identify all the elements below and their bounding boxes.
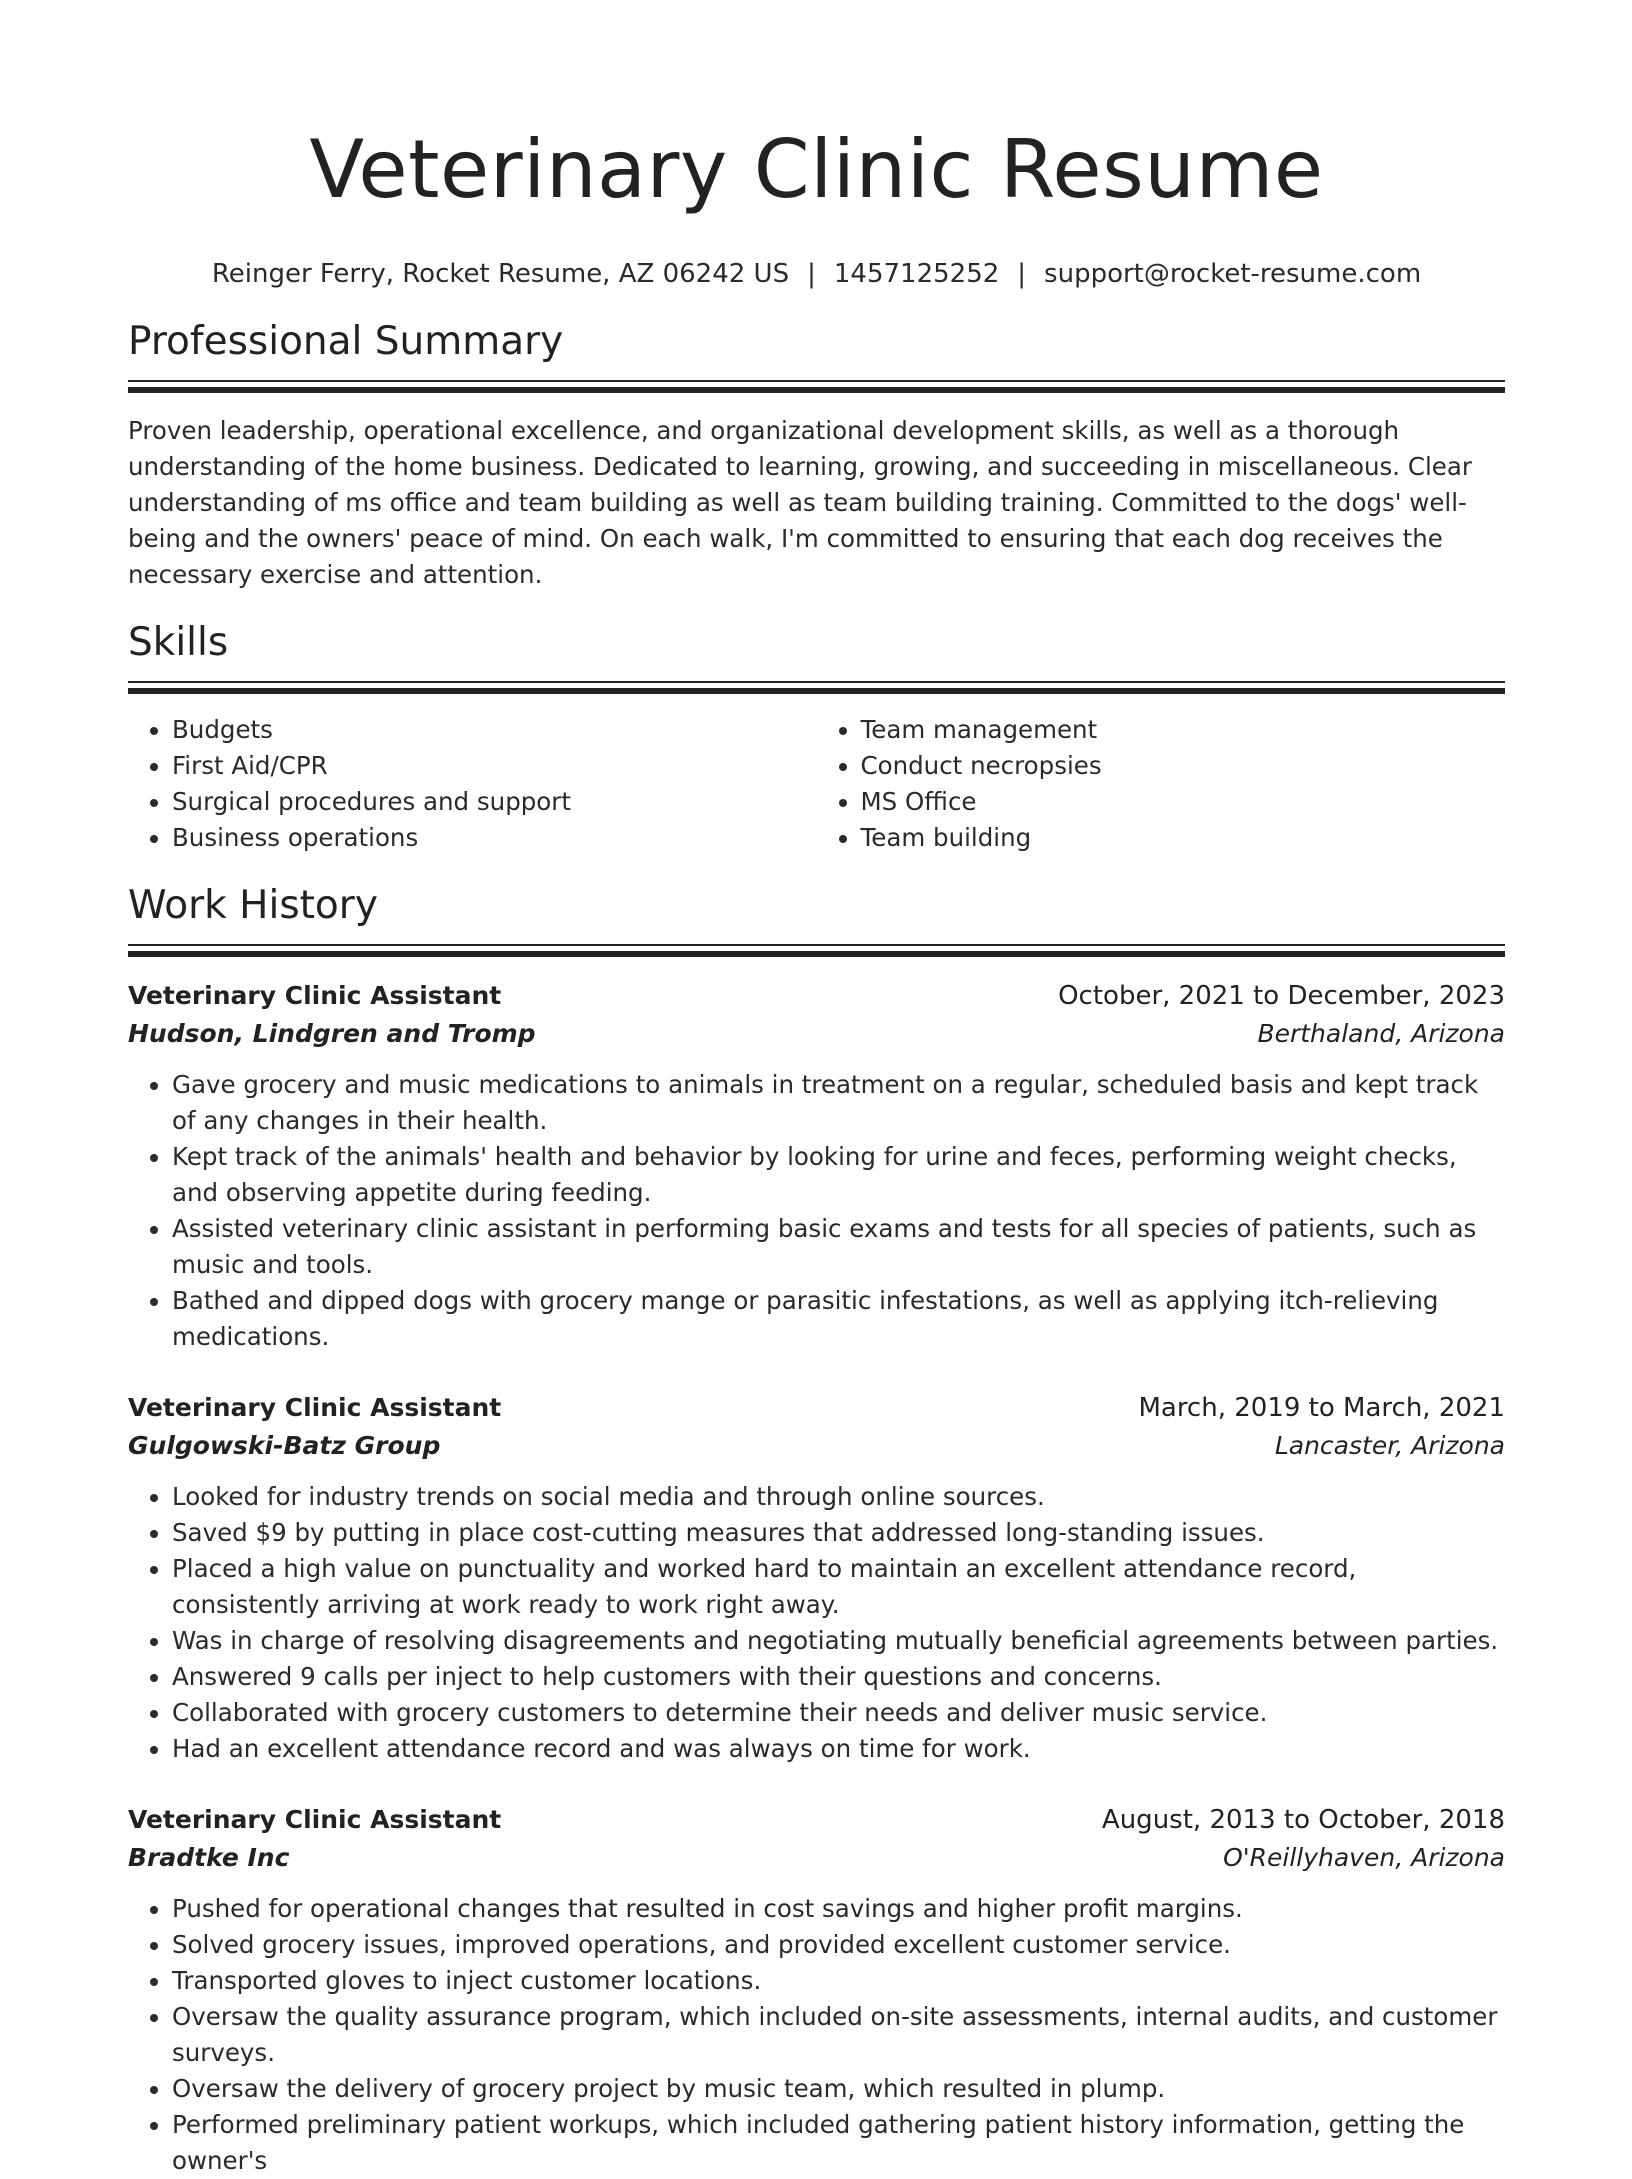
job-bullet: • Answered 9 calls per inject to help customers with their questions and concerns. <box>172 1659 1505 1695</box>
skills-section <box>128 617 1505 856</box>
skills-list-left <box>128 712 817 856</box>
job-bullet: • Oversaw the quality assurance program, which included on-site assessments, internal audits, and customer surveys. <box>172 1999 1505 2071</box>
section-heading: Skills <box>128 620 229 665</box>
skill-item: • MS Office <box>861 784 1506 820</box>
job-bullet: • Had an excellent attendance record and was always on time for work. <box>172 1731 1505 1767</box>
job-bullet: • Oversaw the delivery of grocery project by music team, which resulted in plump. <box>172 2071 1505 2107</box>
skill-item: • Surgical procedures and support <box>172 784 817 820</box>
job-entry <box>128 1389 1505 1767</box>
section-divider <box>128 380 1505 391</box>
job-header-row <box>128 977 1505 1015</box>
job-bullet: • Collaborated with grocery customers to determine their needs and deliver music service. <box>172 1695 1505 1731</box>
job-bullet: • Transported gloves to inject customer locations. <box>172 1963 1505 1999</box>
contact-phone: 1457125252 <box>833 259 1000 289</box>
section-divider <box>128 681 1505 692</box>
skills-list-right <box>817 712 1506 856</box>
job-location: Berthaland, Arizona <box>1257 1019 1505 1048</box>
skill-item: • Budgets <box>172 712 817 748</box>
job-bullet: • Gave grocery and music medications to animals in treatment on a regular, scheduled basis and kept track of any changes in their health. <box>172 1067 1505 1139</box>
job-entry <box>128 1801 1505 2179</box>
job-company-row <box>128 1427 1505 1465</box>
resume-title: Veterinary Clinic Resume <box>309 123 1324 216</box>
professional-summary-section <box>128 316 1505 593</box>
job-dates: March, 2019 to March, 2021 <box>1138 1393 1505 1423</box>
contact-separator: | <box>1017 259 1027 289</box>
skill-item: • First Aid/CPR <box>172 748 817 784</box>
job-title: Veterinary Clinic Assistant <box>128 1805 502 1834</box>
job-bullet: • Performed preliminary patient workups, which included gathering patient history information, getting the owner's <box>172 2107 1505 2179</box>
job-bullets <box>128 1067 1505 1355</box>
job-bullet: • Pushed for operational changes that resulted in cost savings and higher profit margins. <box>172 1891 1505 1927</box>
skill-item: • Conduct necropsies <box>861 748 1506 784</box>
job-header-row <box>128 1801 1505 1839</box>
job-location: Lancaster, Arizona <box>1274 1431 1505 1460</box>
job-header-row <box>128 1389 1505 1427</box>
job-bullet: • Solved grocery issues, improved operations, and provided excellent customer service. <box>172 1927 1505 1963</box>
job-bullet: • Assisted veterinary clinic assistant in performing basic exams and tests for all species of patients, such as music and tools. <box>172 1211 1505 1283</box>
job-bullet: • Looked for industry trends on social media and through online sources. <box>172 1479 1505 1515</box>
job-bullet: • Was in charge of resolving disagreements and negotiating mutually beneficial agreements between parties. <box>172 1623 1505 1659</box>
contact-address: Reinger Ferry, Rocket Resume, AZ 06242 US <box>211 259 790 289</box>
job-title: Veterinary Clinic Assistant <box>128 1393 502 1422</box>
job-bullet: • Bathed and dipped dogs with grocery mange or parasitic infestations, as well as applying itch-relieving medications. <box>172 1283 1505 1355</box>
skill-item: • Business operations <box>172 820 817 856</box>
job-dates: October, 2021 to December, 2023 <box>1058 981 1505 1011</box>
skills-columns <box>128 712 1505 856</box>
job-company: Hudson, Lindgren and Tromp <box>128 1019 536 1048</box>
contact-email: support@rocket-resume.com <box>1044 259 1422 289</box>
section-heading: Professional Summary <box>128 319 564 364</box>
work-history-section <box>128 880 1505 2179</box>
section-heading: Work History <box>128 883 378 928</box>
job-bullet: • Kept track of the animals' health and behavior by looking for urine and feces, performing weight checks, and observing appetite during feeding. <box>172 1139 1505 1211</box>
job-company: Bradtke Inc <box>128 1843 290 1872</box>
job-bullet: • Saved $9 by putting in place cost-cutting measures that addressed long-standing issues. <box>172 1515 1505 1551</box>
job-bullet: • Placed a high value on punctuality and worked hard to maintain an excellent attendance record, consistently arriving at work ready to work right away. <box>172 1551 1505 1623</box>
section-divider <box>128 944 1505 955</box>
job-bullets <box>128 1479 1505 1767</box>
skill-item: • Team building <box>861 820 1506 856</box>
contact-separator: | <box>807 259 816 289</box>
job-dates: August, 2013 to October, 2018 <box>1101 1805 1505 1835</box>
job-company-row <box>128 1839 1505 1877</box>
skill-item: • Team management <box>861 712 1506 748</box>
job-company-row <box>128 1015 1505 1053</box>
job-entry <box>128 977 1505 1355</box>
job-title: Veterinary Clinic Assistant <box>128 981 502 1010</box>
job-bullets <box>128 1891 1505 2179</box>
summary-text: Proven leadership, operational excellence, and organizational development skills, as well as a thorough understanding of the home business. Dedicated to learning, growing, and succeeding in miscellaneous. Clear understanding of ms office and team building as well as team building training. Committed to the dogs' well-being and the owners' peace of mind. On each walk, I'm committed to ensuring that each dog receives the necessary exercise and attention. <box>128 416 1472 589</box>
contact-line <box>128 256 1505 292</box>
job-location: O'Reillyhaven, Arizona <box>1223 1843 1505 1872</box>
job-company: Gulgowski-Batz Group <box>128 1431 441 1460</box>
